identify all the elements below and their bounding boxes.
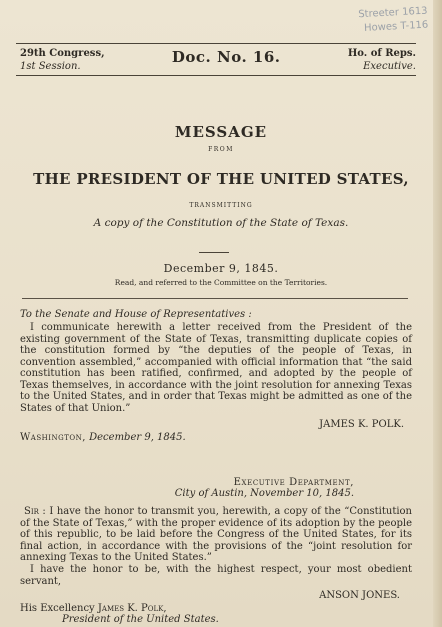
letter-salutation: Sir : (24, 506, 46, 517)
page-edge (433, 0, 442, 627)
short-divider (199, 252, 229, 253)
congress-label: 29th Congress, (20, 48, 105, 59)
letter-closing: I have the honor to be, with the highest respect, your most obedient servant, (20, 564, 412, 587)
washington-place: Washington, (20, 432, 86, 443)
title-president: THE PRESIDENT OF THE UNITED STATES, (33, 170, 409, 188)
addressee-name: James K. Polk, (97, 603, 167, 614)
jones-signature: ANSON JONES. (319, 590, 400, 601)
dateline-read: Read, and referred to the Committee on the Territories. (114, 278, 328, 287)
executive-label: Executive. (363, 61, 416, 72)
letter-paragraph: I have the honor to transmit you, herewith, a copy of the “Constitution of the State of Texas,” with the proper evidence of its adoption by the people of this republic, to be laid before the Congress of the United States, for its final action, in accordance with the provisions of the “joint resolution for annexing Texas to the United States.” (20, 506, 413, 563)
polk-signature: JAMES K. POLK. (319, 419, 404, 430)
pencil-note-1: Streeter 1613 (358, 5, 428, 21)
title-from: FROM (208, 146, 234, 153)
pencil-annotation (297, 5, 428, 40)
addressee-prefix: His Excellency (20, 603, 95, 614)
header-rule-top (16, 43, 416, 44)
pencil-note-2: Howes T-116 (363, 19, 429, 34)
message-address: To the Senate and House of Representatives : (20, 309, 252, 320)
house-executive (348, 47, 416, 73)
addressee-line (20, 603, 412, 614)
doc-number: Doc. No. 16. (171, 48, 281, 66)
house-label: Ho. of Reps. (347, 48, 416, 59)
addressee-title: President of the United States. (62, 614, 219, 625)
washington-date: December 9, 1845. (89, 432, 186, 443)
title-transmitting: TRANSMITTING (189, 202, 253, 209)
session-label: 1st Session. (20, 61, 81, 72)
header-rule-bottom (16, 75, 416, 76)
washington-dateline (20, 432, 412, 443)
letter-paragraph-wrap (20, 506, 412, 564)
document-header (16, 47, 416, 73)
executive-department: Executive Department, (233, 477, 354, 488)
congress-session (16, 47, 105, 73)
letter-heading (20, 477, 354, 499)
section-divider (22, 298, 408, 299)
title-subtitle: A copy of the Constitution of the State of Texas. (93, 217, 349, 229)
title-message: MESSAGE (174, 123, 268, 141)
austin-dateline: City of Austin, November 10, 1845. (174, 488, 354, 499)
dateline-date: December 9, 1845. (163, 262, 279, 275)
message-paragraph: I communicate herewith a letter received from the President of the existing government of the State of Texas, transmitting duplicate copies of the constitution formed by “the deputies of the people of Texas, in convention assembled,” accompanied with official information that “the said constitution has been ratified, confirmed, and adopted by the people of Texas themselves, in accordance with the joint resolution for annexing Texas to the United States, and in order that Texas might be admitted as one of the States of that Union.” (20, 322, 412, 414)
